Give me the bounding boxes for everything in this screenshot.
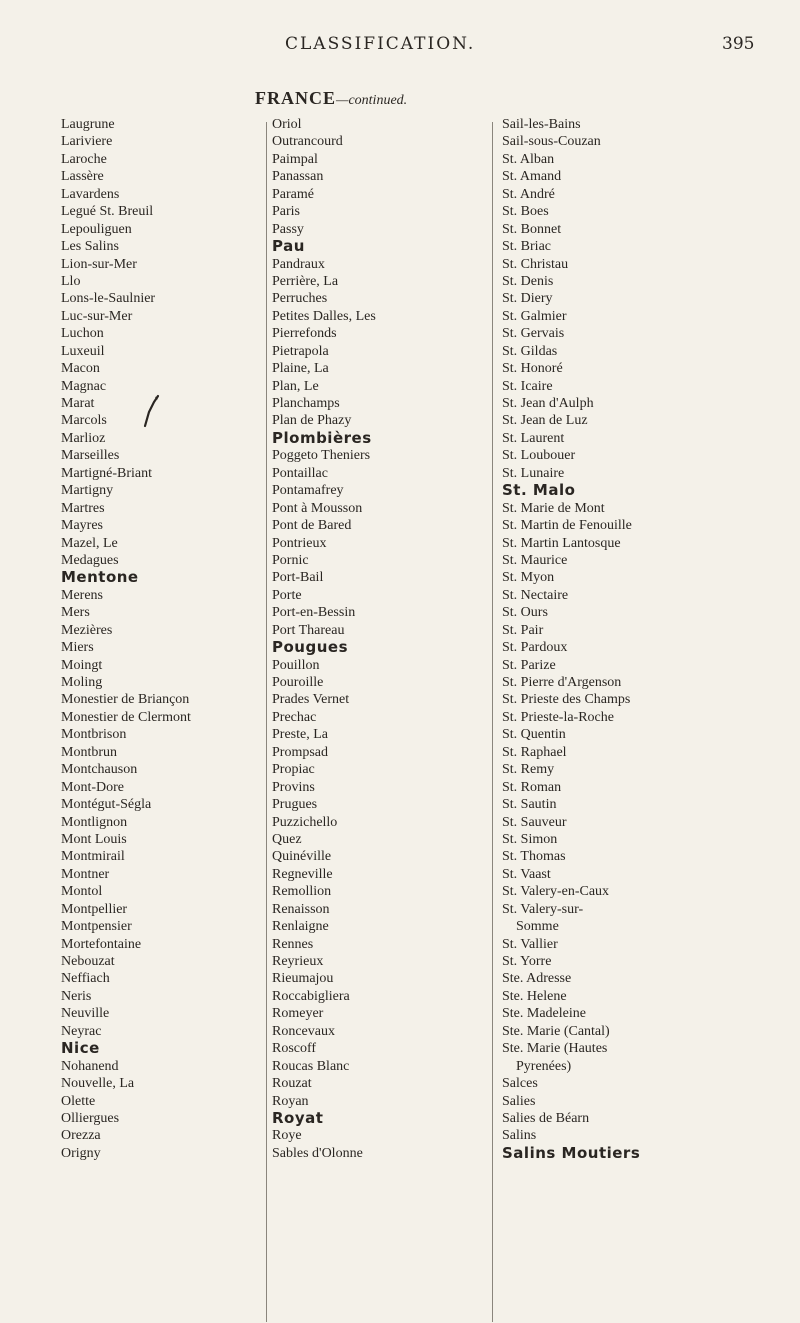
place-entry: St. Simon bbox=[502, 831, 558, 847]
place-entry: St. Maurice bbox=[502, 552, 568, 568]
place-entry: Pontamafrey bbox=[272, 483, 344, 499]
place-entry: St. Nectaire bbox=[502, 587, 569, 603]
place-entry: Quinéville bbox=[272, 849, 332, 865]
place-entry: Roccabigliera bbox=[272, 988, 350, 1004]
place-entry: Marcols bbox=[61, 413, 107, 429]
place-entry: Quez bbox=[272, 831, 302, 847]
place-entry: Salins Moutiers bbox=[502, 1143, 641, 1162]
place-entry: St. Loubouer bbox=[502, 448, 576, 464]
place-entry: Romeyer bbox=[272, 1006, 324, 1022]
place-entry: St. Briac bbox=[502, 239, 551, 255]
place-entry: St. Gervais bbox=[502, 326, 565, 342]
place-entry: Olliergues bbox=[61, 1110, 120, 1126]
place-entry: St. André bbox=[502, 186, 555, 202]
place-entry: Luxeuil bbox=[61, 343, 105, 359]
place-entry: Martigné-Briant bbox=[61, 465, 152, 481]
place-entry: Montchauson bbox=[61, 762, 138, 778]
place-entry: Neris bbox=[61, 988, 92, 1004]
section-name: FRANCE bbox=[255, 88, 336, 108]
place-entry: Pont à Mousson bbox=[272, 500, 363, 516]
place-entry: St. Pierre d'Argenson bbox=[502, 675, 622, 690]
place-entry: Reyrieux bbox=[272, 954, 324, 969]
place-entry: Martres bbox=[61, 500, 105, 516]
place-entry: Prompsad bbox=[272, 744, 328, 760]
place-entry: Marseilles bbox=[61, 448, 120, 464]
place-entry: Montpensier bbox=[61, 919, 132, 935]
place-entry: Mont-Dore bbox=[61, 779, 124, 795]
place-entry: Sables d'Olonne bbox=[272, 1145, 363, 1161]
place-entry: Plan de Phazy bbox=[272, 413, 352, 429]
place-entry: Neuville bbox=[61, 1006, 110, 1022]
place-list-column-3 bbox=[502, 116, 792, 1162]
place-entry: St. Bonnet bbox=[502, 221, 562, 237]
place-entry: Perruches bbox=[272, 291, 328, 307]
place-entry: Port Thareau bbox=[272, 622, 345, 638]
place-entry: St. Gildas bbox=[502, 343, 558, 359]
place-entry: Orezza bbox=[61, 1128, 101, 1144]
column-divider bbox=[266, 122, 267, 1322]
place-entry: Montol bbox=[61, 884, 103, 900]
place-entry: Lons-le-Saulnier bbox=[61, 291, 156, 307]
place-entry: Roncevaux bbox=[272, 1023, 335, 1039]
place-entry: St. Ours bbox=[502, 605, 548, 621]
place-entry: Pontaillac bbox=[272, 465, 328, 481]
place-entry: Rennes bbox=[272, 936, 314, 952]
place-entry: St. Vaast bbox=[502, 866, 551, 882]
place-entry: Port-Bail bbox=[272, 570, 324, 586]
place-entry: Ste. Madeleine bbox=[502, 1006, 586, 1022]
place-entry: Salies de Béarn bbox=[502, 1110, 590, 1126]
place-entry: Luc-sur-Mer bbox=[61, 308, 133, 324]
place-entry: St. Vallier bbox=[502, 936, 558, 952]
place-entry: St. Galmier bbox=[502, 308, 567, 324]
place-entry: St. Honoré bbox=[502, 361, 563, 377]
place-entry: Passy bbox=[272, 221, 304, 237]
place-entry: Monestier de Briançon bbox=[61, 692, 190, 708]
place-entry: Regneville bbox=[272, 866, 333, 882]
place-list-column-1 bbox=[61, 116, 256, 1162]
place-entry: St. Jean d'Aulph bbox=[502, 396, 594, 411]
place-entry: Provins bbox=[272, 779, 315, 795]
place-entry: Mentone bbox=[61, 568, 139, 587]
place-entry: St. Quentin bbox=[502, 727, 566, 743]
place-entry: Salins bbox=[502, 1128, 537, 1144]
place-entry: Plombières bbox=[272, 428, 372, 447]
place-entry: Neyrac bbox=[61, 1023, 102, 1039]
place-entry: Pierrefonds bbox=[272, 326, 337, 342]
place-entry: Rouzat bbox=[272, 1076, 312, 1092]
place-entry: St. Christau bbox=[502, 256, 569, 272]
place-entry: Plaine, La bbox=[272, 361, 329, 377]
place-entry: Propiac bbox=[272, 762, 315, 778]
place-entry: Pandraux bbox=[272, 256, 325, 272]
place-entry: Sail-sous-Couzan bbox=[502, 134, 601, 150]
place-entry: Lariviere bbox=[61, 134, 113, 150]
place-entry: Renaisson bbox=[272, 901, 330, 917]
section-heading bbox=[255, 88, 555, 112]
place-entry: St. Pair bbox=[502, 622, 544, 638]
place-entry: Ste. Marie (Cantal) bbox=[502, 1023, 610, 1039]
place-entry: Olette bbox=[61, 1093, 96, 1109]
place-entry: Montpellier bbox=[61, 901, 128, 917]
place-entry: Roye bbox=[272, 1128, 302, 1144]
place-entry: St. Jean de Luz bbox=[502, 413, 588, 429]
place-entry: St. Valery-en-Caux bbox=[502, 884, 610, 900]
page-number: 395 bbox=[722, 34, 755, 54]
place-entry: St. Pardoux bbox=[502, 640, 568, 656]
place-entry: Pornic bbox=[272, 552, 309, 568]
place-entry: St. Myon bbox=[502, 570, 555, 586]
place-entry: Lassère bbox=[61, 169, 104, 185]
place-entry: Prechac bbox=[272, 709, 317, 725]
place-entry: Moling bbox=[61, 675, 103, 690]
place-entry: Laroche bbox=[61, 151, 107, 167]
place-entry: St. Sauveur bbox=[502, 814, 567, 830]
running-head bbox=[0, 34, 800, 58]
place-entry: St. Prieste des Champs bbox=[502, 692, 631, 708]
place-entry: Montbrun bbox=[61, 744, 117, 760]
place-entry: Origny bbox=[61, 1145, 101, 1161]
place-entry: Pont de Bared bbox=[272, 518, 352, 534]
place-entry: Oriol bbox=[272, 117, 302, 132]
place-entry: Puzzichello bbox=[272, 814, 338, 830]
place-entry: Miers bbox=[61, 640, 94, 656]
place-entry: Pau bbox=[272, 237, 305, 256]
place-entry: Roscoff bbox=[272, 1041, 317, 1057]
place-entry: Montner bbox=[61, 866, 110, 882]
place-entry: St. Valery-sur- bbox=[502, 901, 584, 917]
place-entry: Rieumajou bbox=[272, 971, 334, 987]
place-entry: Sail-les-Bains bbox=[502, 117, 581, 132]
place-entry: Ste. Marie (Hautes bbox=[502, 1041, 608, 1057]
place-entry: Lavardens bbox=[61, 186, 120, 202]
place-entry: Nice bbox=[61, 1039, 100, 1058]
place-entry: Pyrenées) bbox=[516, 1058, 572, 1074]
place-entry: St. Parize bbox=[502, 657, 556, 673]
place-entry: St. Martin de Fenouille bbox=[502, 518, 632, 534]
place-entry: Mers bbox=[61, 605, 90, 621]
place-entry: St. Yorre bbox=[502, 954, 552, 969]
place-entry: Magnac bbox=[61, 378, 107, 394]
place-entry: Llo bbox=[61, 273, 81, 289]
place-entry: St. Prieste-la-Roche bbox=[502, 709, 614, 725]
place-entry: St. Sautin bbox=[502, 797, 557, 813]
place-entry: Porte bbox=[272, 587, 302, 603]
place-entry: St. Diery bbox=[502, 291, 553, 307]
place-entry: St. Roman bbox=[502, 779, 562, 795]
place-entry: Royat bbox=[272, 1108, 324, 1127]
place-entry: Les Salins bbox=[61, 239, 119, 255]
place-entry: Nouvelle, La bbox=[61, 1076, 135, 1092]
place-entry: Prades Vernet bbox=[272, 692, 350, 708]
place-entry: Planchamps bbox=[272, 396, 340, 411]
place-entry: Ste. Adresse bbox=[502, 971, 572, 987]
place-entry: Monestier de Clermont bbox=[61, 709, 191, 725]
place-entry: St. Remy bbox=[502, 762, 555, 778]
place-entry: Neffiach bbox=[61, 971, 110, 987]
place-entry: Salces bbox=[502, 1076, 538, 1092]
place-entry: Mazel, Le bbox=[61, 535, 118, 551]
place-list-column-2 bbox=[272, 116, 487, 1162]
place-entry: Laugrune bbox=[61, 117, 115, 132]
running-title: CLASSIFICATION. bbox=[285, 34, 476, 54]
place-entry: Mezières bbox=[61, 622, 113, 638]
place-entry: Ste. Helene bbox=[502, 988, 567, 1004]
place-entry: Roucas Blanc bbox=[272, 1058, 350, 1074]
place-entry: Pietrapola bbox=[272, 343, 329, 359]
place-entry: Montbrison bbox=[61, 727, 127, 743]
place-entry: Paris bbox=[272, 204, 300, 220]
place-entry: Panassan bbox=[272, 169, 324, 185]
place-entry: Pouroille bbox=[272, 675, 324, 690]
place-entry: Plan, Le bbox=[272, 378, 319, 394]
place-entry: Medagues bbox=[61, 552, 119, 568]
place-entry: Moingt bbox=[61, 657, 103, 673]
place-entry: St. Denis bbox=[502, 273, 554, 289]
place-entry: St. Raphael bbox=[502, 744, 567, 760]
place-entry: Nohanend bbox=[61, 1058, 119, 1074]
place-entry: Marat bbox=[61, 396, 95, 411]
place-entry: St. Marie de Mont bbox=[502, 500, 605, 516]
place-entry: Renlaigne bbox=[272, 919, 329, 935]
section-continued: —continued. bbox=[336, 93, 408, 108]
place-entry: Remollion bbox=[272, 884, 332, 900]
place-entry: Pougues bbox=[272, 638, 348, 657]
place-entry: St. Thomas bbox=[502, 849, 566, 865]
place-entry: St. Martin Lantosque bbox=[502, 535, 621, 551]
place-entry: Prugues bbox=[272, 797, 318, 813]
place-entry: St. Malo bbox=[502, 481, 576, 500]
place-entry: Port-en-Bessin bbox=[272, 605, 356, 621]
place-entry: Martigny bbox=[61, 483, 114, 499]
place-entry: Marlioz bbox=[61, 430, 106, 446]
place-entry: Montlignon bbox=[61, 814, 128, 830]
place-entry: Lepouliguen bbox=[61, 221, 132, 237]
place-entry: Macon bbox=[61, 361, 100, 377]
place-entry: Salies bbox=[502, 1093, 536, 1109]
place-entry: St. Icaire bbox=[502, 378, 553, 394]
place-entry: Pouillon bbox=[272, 657, 320, 673]
place-entry: Nebouzat bbox=[61, 954, 115, 969]
place-entry: Montégut-Ségla bbox=[61, 797, 152, 813]
place-entry: Paimpal bbox=[272, 151, 318, 167]
place-entry: Mortefontaine bbox=[61, 936, 142, 952]
place-entry: Outrancourd bbox=[272, 134, 343, 150]
place-entry: Royan bbox=[272, 1093, 309, 1109]
place-entry: Montmirail bbox=[61, 849, 125, 865]
place-entry: St. Laurent bbox=[502, 430, 565, 446]
place-entry: Paramé bbox=[272, 186, 314, 202]
place-entry: Somme bbox=[516, 919, 559, 935]
place-entry: Legué St. Breuil bbox=[61, 204, 154, 220]
place-entry: Poggeto Theniers bbox=[272, 448, 371, 464]
place-entry: St. Boes bbox=[502, 204, 549, 220]
column-divider bbox=[492, 122, 493, 1322]
place-entry: Pontrieux bbox=[272, 535, 327, 551]
place-entry: Merens bbox=[61, 587, 103, 603]
place-entry: Perrière, La bbox=[272, 273, 339, 289]
place-entry: Mayres bbox=[61, 518, 103, 534]
place-entry: St. Alban bbox=[502, 151, 555, 167]
place-entry: St. Amand bbox=[502, 169, 562, 185]
place-entry: Luchon bbox=[61, 326, 104, 342]
place-entry: St. Lunaire bbox=[502, 465, 565, 481]
place-entry: Preste, La bbox=[272, 727, 328, 743]
place-entry: Lion-sur-Mer bbox=[61, 256, 137, 272]
place-entry: Petites Dalles, Les bbox=[272, 308, 376, 324]
place-entry: Mont Louis bbox=[61, 831, 127, 847]
